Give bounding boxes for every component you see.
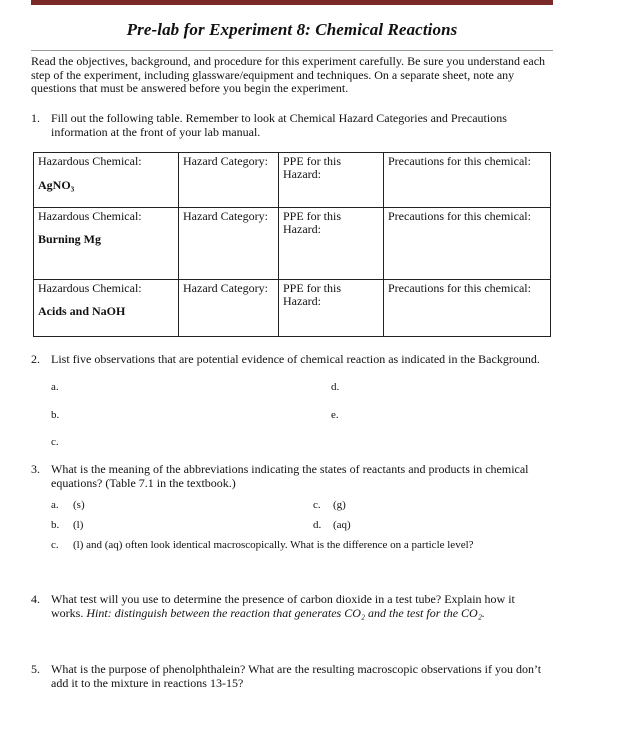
observation-e[interactable]: e. [331,409,339,421]
hazardous-chemical-label: Hazardous Chemical: [38,281,142,295]
table-row [34,280,551,337]
precautions-label: Precautions for this chemical: [388,154,531,168]
state-a-answer[interactable]: (s) [73,499,85,511]
precautions-cell[interactable] [384,280,551,337]
ppe-label: PPE for this Hazard: [283,281,342,308]
chemical-name: AgNO₃ [38,178,75,192]
question-1 [31,112,551,142]
precautions-cell[interactable] [384,153,551,208]
ppe-label: PPE for this Hazard: [283,154,342,181]
hazard-category-label: Hazard Category: [183,154,268,168]
header-bar [31,0,553,5]
question-2-text: List five observations that are potential evidence of chemical reaction as indicated in the Background. [51,352,540,366]
hazard-category-label: Hazard Category: [183,281,268,295]
table-row [34,153,551,208]
observation-a[interactable]: a. [51,381,59,393]
hazard-category-label: Hazard Category: [183,209,268,223]
state-c-letter: c. [51,539,59,551]
state-a-letter: a. [51,499,59,511]
chemical-name: Acids and NaOH [38,304,126,318]
precautions-cell[interactable] [384,208,551,280]
state-aq-answer[interactable]: (aq) [333,519,351,531]
hazard-category-cell[interactable] [179,280,279,337]
state-aq-letter: d. [313,519,322,531]
question-1-text: Fill out the following table. Remember to look at Chemical Hazard Categories and Precautions information at the front of your lab manual. [51,111,507,139]
question-4-number: 4. [31,592,40,606]
chemical-name: Burning Mg [38,232,102,246]
question-1-number: 1. [31,111,40,125]
state-b-letter: b. [51,519,60,531]
precautions-label: Precautions for this chemical: [388,209,531,223]
question-2-number: 2. [31,352,40,366]
hazardous-chemical-cell[interactable] [34,280,179,337]
question-3 [31,463,551,493]
ppe-cell[interactable] [279,280,384,337]
intro-paragraph: Read the objectives, background, and procedure for this experiment carefully. Be sure you understand each step of the experiment, including glassware/equipment and techniques. On a separate sheet, note any questions that must be answered before you begin the experiment. [31,54,546,95]
question-4-hint: Hint: distinguish between the reaction that generates CO₂ and the test for the CO₂. [86,605,485,620]
observation-b[interactable]: b. [51,409,60,421]
hazardous-chemical-cell[interactable] [34,208,179,280]
question-4-text: What test will you use to determine the presence of carbon dioxide in a test tube? Explain how it works. [51,592,515,620]
hazard-category-cell[interactable] [179,208,279,280]
ppe-label: PPE for this Hazard: [283,209,342,236]
hazard-table [33,152,551,337]
precautions-label: Precautions for this chemical: [388,281,531,295]
ppe-cell[interactable] [279,153,384,208]
question-5-number: 5. [31,662,40,676]
state-b-answer[interactable]: (l) [73,519,84,531]
question-4 [31,593,551,623]
question-2 [31,353,561,369]
question-3-text: What is the meaning of the abbreviations indicating the states of reactants and products in chemical equations? (Table 7.1 in the textbook.) [51,462,529,490]
observation-c[interactable]: c. [51,436,59,448]
hazardous-chemical-cell[interactable] [34,153,179,208]
ppe-cell[interactable] [279,208,384,280]
question-5-text: What is the purpose of phenolphthalein? What are the resulting macroscopic observations if you don’t add it to the mixture in reactions 13-15? [51,662,542,690]
title-divider [31,50,553,51]
hazardous-chemical-label: Hazardous Chemical: [38,154,142,168]
table-row [34,208,551,280]
hazard-category-cell[interactable] [179,153,279,208]
question-3-number: 3. [31,462,40,476]
state-g-letter: c. [313,499,321,511]
question-5 [31,663,561,693]
particle-level-question[interactable]: (l) and (aq) often look identical macroscopically. What is the difference on a particle level? [73,539,474,551]
state-g-answer[interactable]: (g) [333,499,346,511]
observation-d[interactable]: d. [331,381,340,393]
hazardous-chemical-label: Hazardous Chemical: [38,209,142,223]
page-title: Pre-lab for Experiment 8: Chemical Reactions [126,20,458,39]
